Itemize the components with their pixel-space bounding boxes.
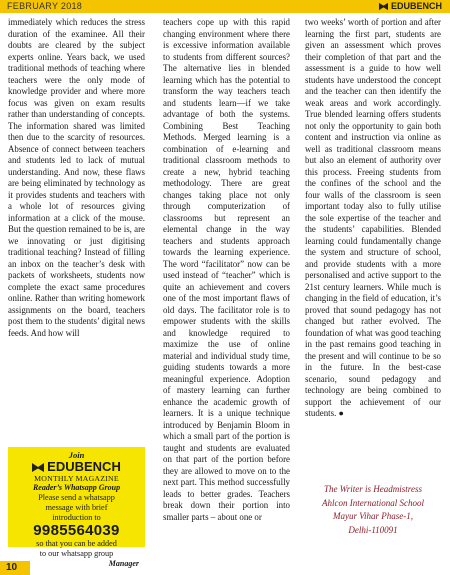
promo-join: Join <box>68 450 85 460</box>
promo-line-3: introduction to <box>52 513 101 522</box>
column-3-text: two weeks’ worth of portion and after learning the first part, students are given an assessment which proves their completion of that part and the assessment is a guide to how well students have understood the concept and the teacher can then identify the weak areas and work accordingly. True blended learning offers students not only the opportunity to gain both content and instruction via online as well as traditional classroom means but also an element of authority over this process. Freeing students from the confines of the school and the four walls of the classroom is seen important today also to fully utilise the sole expertise of the teacher and the students’ capabilities. Blended learning could fundamentally change the system and structure of school, and provide students with a more personalised and active support to the 21st century learners. While much is changing in the field of education, it’s proved that sound pedagogy has not changed but rather evolved. The foundation of what was good teaching in the past remains good teaching in the present and will continue to be so in the future. In the best-case scenario, sound pedagogy and technology are being combined to support the achievement of our students. ● <box>305 17 441 418</box>
header-brand-name: EDUBENCH <box>390 1 442 11</box>
signature-line-2: Ahlcon International School <box>322 497 424 508</box>
issue-date: FEBRUARY 2018 <box>7 1 83 11</box>
header-bar <box>0 0 450 13</box>
promo-line-1: Please send a whatsapp <box>38 493 115 502</box>
edubench-logo-icon <box>379 2 388 11</box>
article-column-1 <box>8 17 145 437</box>
signature-line-4: Delhi-110091 <box>348 524 398 535</box>
column-1-text: immediately which reduces the stress duration of the examinee. All their doubts are cleared by the subject experts online. Years back, we used traditional methods of teaching where teachers were the only mode of knowledge provider and where more focus was given on exam results rather than understanding of concepts. The information shared was limited then due to the scarcity of resources. Absence of connect between teachers and students led to lack of mutual understanding. And now, these flaws are being eliminated by technology as it provides students and teachers with a whole lot of resources giving information at a click of the mouse. But the question remained to be is, are we innovating or just digitising traditional teaching? Instead of filling an inbox on the teacher’s desk with packets of worksheets, students now complete the exact same procedures online. Rather than writing homework assignments on the board, teachers post them to the students’ digital news feeds. And how will <box>8 17 145 338</box>
promo-line-5: to our whatsapp group <box>39 549 114 558</box>
article-column-2 <box>163 17 290 563</box>
promo-phone-number[interactable]: 9985564039 <box>33 522 120 539</box>
column-2-text: teachers cope up with this rapid changing environment where there is excessive information available to students from different sources? The alternative lies in blended learning which has the potential to transform the way teachers teach and students learn—if we take advantage of both the systems. Combining Best Teaching Methods. Merged learning is a combination of e-learning and traditional classroom methods to create a new, hybrid teaching methodology. There are great changes taking place not only through computerization of classrooms but represent an elemental change in the way teachers and students approach towards the learning experience. The word “facilitator” now can be used instead of “teacher” which is quite an achievement and covers one of the most important flaws of old days. The facilitator role is to empower students with the skills and knowledge required to maximize the use of online material and individual study time, guiding students towards a more meaningful experience. Adoption of mastery learning can further enhance the academic growth of learners. It is a unique technique introduced by Benjamin Bloom in which a small part of the portion is taught and students are evaluated on that part of the portion before they are allowed to move on to the next part. This method successfully leads to better grades. Teachers break down their portion into smaller parts – about one or <box>163 17 290 522</box>
signature-line-3: Mayur Vihar Phase-1, <box>332 511 414 521</box>
whatsapp-group-promo <box>8 447 145 568</box>
promo-line-2: message with brief <box>45 503 108 512</box>
page-footer <box>0 561 450 575</box>
promo-group-title: Reader’s Whatsapp Group <box>32 483 121 492</box>
promo-line-4: so that you can be added <box>36 539 117 548</box>
page-number: 10 <box>6 562 18 573</box>
promo-logo <box>8 460 145 474</box>
signature-line-1: The Writer is Headmistress <box>324 484 422 494</box>
promo-magazine: MONTHLY MAGAZINE <box>34 474 119 483</box>
promo-manager: Manager <box>108 559 139 568</box>
promo-logo-text: EDUBENCH <box>47 459 121 474</box>
article-column-3 <box>305 17 441 478</box>
author-signature <box>305 483 441 537</box>
edubench-logo-icon <box>32 462 44 473</box>
header-brand <box>379 0 442 13</box>
